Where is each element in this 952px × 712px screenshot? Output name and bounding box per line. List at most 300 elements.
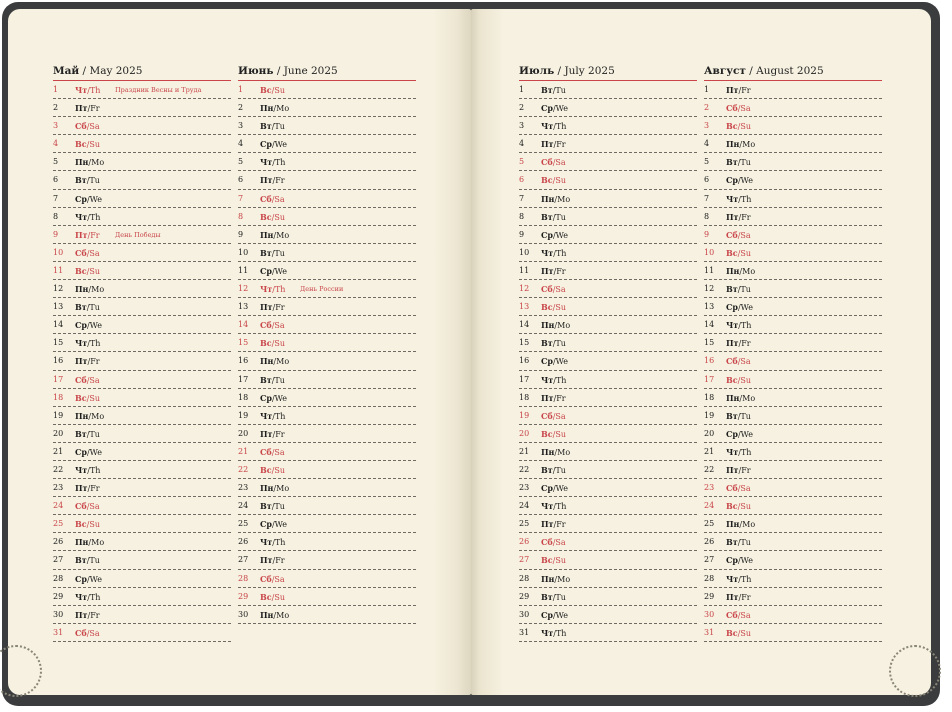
weekday: Пт/Fr (726, 464, 751, 475)
day-row (238, 407, 416, 425)
day-number: 5 (238, 157, 244, 167)
weekday: Пт/Fr (260, 302, 285, 313)
day-row (238, 389, 416, 407)
weekday: Вт/Tu (541, 85, 566, 95)
day-row (238, 99, 416, 117)
weekday: Вс/Su (75, 392, 100, 403)
weekday-en: Th (555, 248, 567, 258)
weekday-ru: Пн (75, 410, 89, 421)
weekday-ru: Сб (541, 537, 553, 548)
weekday-en: Tu (555, 339, 566, 349)
weekday-en: Mo (91, 538, 105, 548)
weekday-en: Mo (742, 393, 756, 403)
weekday: Пт/Fr (726, 338, 751, 349)
day-number: 9 (53, 229, 59, 239)
day-row (704, 570, 882, 588)
weekday: Сб/Sa (75, 501, 100, 512)
weekday-ru: Пн (726, 265, 740, 276)
weekday: Пт/Fr (75, 229, 100, 240)
weekday-en: Sa (555, 538, 566, 548)
weekday: Сб/Sa (75, 247, 100, 258)
day-row (519, 135, 697, 153)
weekday-ru: Вс (726, 247, 738, 258)
weekday-ru: Ср (541, 609, 553, 620)
weekday: Вт/Tu (75, 428, 100, 439)
day-row (53, 407, 231, 425)
day-row (238, 606, 416, 624)
weekday-ru: Пт (726, 591, 739, 602)
weekday-en: Su (555, 429, 566, 439)
weekday: Ср/We (75, 193, 102, 204)
day-row (238, 298, 416, 316)
day-number: 28 (238, 573, 249, 583)
day-row (704, 497, 882, 515)
day-row (704, 316, 882, 334)
weekday: Вт/Tu (726, 410, 751, 421)
weekday-ru: Пн (260, 483, 274, 494)
decorative-dotted-arc (0, 645, 42, 697)
weekday: Сб/Sa (541, 537, 566, 548)
weekday: Сб/Sa (75, 121, 100, 132)
weekday: Сб/Sa (260, 193, 285, 204)
weekday-en: Sa (89, 628, 100, 638)
weekday-ru: Пн (260, 229, 274, 240)
weekday-en: Tu (89, 303, 100, 313)
day-number: 12 (238, 284, 249, 294)
weekday-en: Fr (741, 339, 751, 349)
day-number: 8 (519, 211, 525, 221)
weekday-en: Mo (276, 104, 290, 114)
weekday: Ср/We (726, 555, 753, 566)
day-number: 18 (704, 392, 715, 402)
day-number: 8 (238, 211, 244, 221)
day-number: 15 (238, 338, 249, 348)
weekday-en: Mo (742, 140, 756, 150)
day-row (238, 208, 416, 226)
weekday: Сб/Sa (541, 157, 566, 168)
weekday: Ср/We (541, 356, 568, 367)
weekday: Вс/Su (260, 211, 285, 222)
weekday-ru: Вт (726, 284, 738, 295)
day-row (519, 262, 697, 280)
day-number: 19 (519, 410, 530, 420)
day-row (519, 389, 697, 407)
weekday: Вс/Su (541, 175, 566, 186)
weekday-en: Tu (89, 176, 100, 186)
day-row (238, 425, 416, 443)
weekday: Пт/Fr (260, 428, 285, 439)
weekday-en: Sa (740, 484, 751, 494)
day-row (53, 298, 231, 316)
day-row (53, 389, 231, 407)
day-row (519, 226, 697, 244)
weekday-en: Su (740, 122, 751, 132)
weekday: Вс/Su (260, 464, 285, 475)
weekday-ru: Сб (726, 356, 738, 367)
day-row (519, 570, 697, 588)
day-number: 1 (53, 85, 59, 94)
day-number: 31 (519, 627, 530, 637)
day-row (238, 352, 416, 370)
weekday: Пн/Mo (541, 320, 571, 331)
weekday-ru: Пт (75, 483, 88, 494)
weekday-ru: Вс (260, 338, 272, 349)
weekday: Ср/We (726, 175, 753, 186)
day-number: 30 (704, 609, 715, 619)
day-number: 28 (519, 573, 530, 583)
weekday-en: Tu (89, 429, 100, 439)
weekday: Пт/Fr (541, 519, 566, 530)
weekday: Вс/Su (75, 139, 100, 150)
weekday-ru: Пн (541, 320, 555, 331)
weekday-en: Th (274, 285, 286, 295)
day-number: 13 (53, 302, 64, 312)
day-row (704, 117, 882, 135)
day-row (53, 135, 231, 153)
weekday: Чт/Th (541, 247, 567, 258)
day-row (704, 262, 882, 280)
weekday-ru: Сб (726, 229, 738, 240)
weekday-ru: Вт (75, 302, 87, 313)
weekday-ru: Вс (726, 627, 738, 638)
weekday: Чт/Th (260, 537, 286, 548)
weekday-ru: Чт (541, 247, 554, 258)
weekday-ru: Вт (541, 591, 553, 602)
month-name-ru: Июль (519, 65, 555, 77)
weekday-ru: Пн (541, 193, 555, 204)
weekday: Сб/Sa (75, 374, 100, 385)
day-row (238, 117, 416, 135)
day-row (519, 551, 697, 569)
day-number: 5 (704, 157, 710, 167)
day-row (238, 171, 416, 189)
weekday: Вт/Tu (260, 501, 285, 512)
month-july (519, 64, 697, 642)
weekday-ru: Вс (541, 302, 553, 313)
weekday-en: Tu (740, 538, 751, 548)
weekday-ru: Ср (75, 320, 87, 331)
day-row (704, 190, 882, 208)
day-number: 29 (704, 591, 715, 601)
weekday-ru: Вс (726, 501, 738, 512)
weekday: Пт/Fr (260, 175, 285, 186)
month-name-ru: Май (53, 65, 80, 77)
day-row (238, 334, 416, 352)
day-number: 1 (238, 85, 244, 94)
weekday: Сб/Sa (260, 573, 285, 584)
weekday-ru: Пт (75, 229, 88, 240)
day-row (53, 515, 231, 533)
weekday-en: Sa (555, 285, 566, 295)
month-june (238, 64, 416, 624)
weekday-ru: Вт (260, 501, 272, 512)
weekday: Пн/Mo (75, 157, 105, 168)
weekday-ru: Вт (726, 157, 738, 168)
day-number: 26 (704, 537, 715, 547)
weekday-en: We (274, 393, 287, 403)
day-number: 18 (53, 392, 64, 402)
day-number: 26 (53, 537, 64, 547)
day-number: 3 (704, 121, 710, 131)
weekday: Пн/Mo (260, 483, 290, 494)
day-row (704, 515, 882, 533)
weekday-ru: Чт (726, 193, 739, 204)
weekday-ru: Сб (726, 103, 738, 114)
day-number: 17 (238, 374, 249, 384)
weekday-en: Fr (275, 303, 285, 313)
day-row (238, 570, 416, 588)
weekday-ru: Вт (260, 247, 272, 258)
weekday-ru: Сб (75, 374, 87, 385)
weekday: Пт/Fr (75, 356, 100, 367)
day-number: 27 (519, 555, 530, 565)
weekday: Вс/Su (541, 555, 566, 566)
weekday: Пт/Fr (726, 85, 751, 95)
weekday-en: Mo (557, 321, 571, 331)
weekday-ru: Чт (541, 627, 554, 638)
weekday-ru: Сб (541, 410, 553, 421)
day-row (704, 479, 882, 497)
day-row (519, 533, 697, 551)
day-number: 1 (519, 85, 525, 94)
day-number: 28 (53, 573, 64, 583)
month-name-ru: Август (704, 65, 746, 77)
weekday: Ср/We (260, 519, 287, 530)
day-number: 3 (519, 121, 525, 131)
weekday-en: Sa (274, 321, 285, 331)
day-row (238, 280, 416, 298)
day-row (519, 443, 697, 461)
day-number: 16 (704, 356, 715, 366)
weekday: Ср/We (541, 103, 568, 114)
weekday-en: Th (89, 86, 101, 95)
weekday-ru: Сб (726, 483, 738, 494)
weekday: Чт/Th (726, 573, 752, 584)
weekday-ru: Пн (726, 392, 740, 403)
month-august (704, 64, 882, 642)
weekday: Вт/Tu (260, 121, 285, 132)
weekday: Ср/We (260, 139, 287, 150)
day-number: 28 (704, 573, 715, 583)
weekday-ru: Вс (75, 392, 87, 403)
weekday-en: Th (274, 158, 286, 168)
weekday-en: Tu (740, 158, 751, 168)
day-row (238, 551, 416, 569)
weekday-en: Sa (89, 502, 100, 512)
weekday-ru: Сб (75, 121, 87, 132)
day-number: 30 (53, 609, 64, 619)
day-row (519, 244, 697, 262)
weekday: Ср/We (541, 229, 568, 240)
day-row (53, 226, 231, 244)
day-number: 10 (519, 247, 530, 257)
weekday: Чт/Th (541, 501, 567, 512)
weekday-en: Th (555, 122, 567, 132)
day-number: 11 (519, 265, 530, 275)
weekday: Вт/Tu (541, 464, 566, 475)
weekday-ru: Ср (260, 392, 272, 403)
day-row (519, 153, 697, 171)
weekday-en: Fr (90, 230, 100, 240)
day-number: 4 (704, 139, 710, 149)
weekday: Вс/Su (726, 374, 751, 385)
weekday: Чт/Th (726, 320, 752, 331)
weekday-en: We (555, 610, 568, 620)
day-number: 15 (704, 338, 715, 348)
day-row (53, 588, 231, 606)
weekday-en: Fr (741, 212, 751, 222)
weekday: Чт/Th (541, 121, 567, 132)
day-number: 22 (704, 464, 715, 474)
day-number: 2 (238, 103, 244, 113)
day-row (704, 244, 882, 262)
day-number: 10 (238, 247, 249, 257)
day-number: 11 (53, 265, 64, 275)
weekday-en: Su (274, 86, 285, 95)
weekday-en: Th (89, 592, 101, 602)
weekday-ru: Ср (75, 193, 87, 204)
day-row (519, 515, 697, 533)
weekday-en: Mo (557, 194, 571, 204)
day-number: 12 (53, 284, 64, 294)
weekday: Вт/Tu (75, 302, 100, 313)
day-row (704, 153, 882, 171)
day-row (53, 244, 231, 262)
day-number: 14 (704, 320, 715, 330)
weekday-ru: Пт (75, 609, 88, 620)
weekday-ru: Пт (726, 85, 739, 95)
day-number: 2 (704, 103, 710, 113)
weekday: Вс/Su (726, 247, 751, 258)
weekday-en: Sa (274, 447, 285, 457)
weekday-en: We (740, 429, 753, 439)
day-number: 21 (704, 446, 715, 456)
day-row (519, 352, 697, 370)
day-number: 16 (53, 356, 64, 366)
day-number: 13 (238, 302, 249, 312)
day-row (53, 153, 231, 171)
day-row (53, 352, 231, 370)
weekday-en: Fr (556, 393, 566, 403)
weekday-en: Fr (275, 429, 285, 439)
day-row (519, 606, 697, 624)
day-number: 29 (238, 591, 249, 601)
day-number: 7 (519, 193, 525, 203)
day-number: 8 (704, 211, 710, 221)
weekday-ru: Чт (75, 591, 88, 602)
month-name-ru: Июнь (238, 65, 274, 77)
weekday-ru: Вс (260, 591, 272, 602)
day-row (53, 461, 231, 479)
weekday-ru: Чт (75, 211, 88, 222)
weekday: Чт/Th (260, 157, 286, 168)
day-number: 14 (238, 320, 249, 330)
day-row (53, 280, 231, 298)
weekday-en: We (555, 230, 568, 240)
weekday-en: Th (740, 574, 752, 584)
weekday: Чт/Th (75, 85, 101, 95)
weekday-ru: Сб (75, 501, 87, 512)
day-row (53, 99, 231, 117)
day-number: 22 (238, 464, 249, 474)
day-row (53, 81, 231, 99)
weekday-ru: Пт (260, 428, 273, 439)
day-row (704, 81, 882, 99)
weekday-ru: Ср (541, 103, 553, 114)
day-row (53, 533, 231, 551)
weekday-en: We (555, 484, 568, 494)
weekday: Пн/Mo (75, 537, 105, 548)
day-row (704, 371, 882, 389)
weekday: Вт/Tu (260, 374, 285, 385)
weekday-ru: Вт (541, 338, 553, 349)
weekday-en: Fr (556, 520, 566, 530)
day-row (704, 280, 882, 298)
weekday-ru: Вс (75, 519, 87, 530)
day-number: 27 (53, 555, 64, 565)
weekday: Пн/Mo (726, 392, 756, 403)
weekday: Сб/Sa (541, 284, 566, 295)
day-number: 3 (53, 121, 59, 131)
weekday-en: Tu (555, 592, 566, 602)
weekday-en: Sa (89, 248, 100, 258)
day-number: 8 (53, 211, 59, 221)
weekday: Вс/Su (541, 428, 566, 439)
weekday: Вт/Tu (541, 591, 566, 602)
day-number: 10 (704, 247, 715, 257)
weekday: Пн/Mo (726, 139, 756, 150)
day-number: 2 (53, 103, 59, 113)
day-number: 16 (519, 356, 530, 366)
weekday-en: Su (274, 339, 285, 349)
day-number: 23 (238, 483, 249, 493)
weekday-en: We (740, 176, 753, 186)
day-row (238, 515, 416, 533)
day-number: 25 (238, 519, 249, 529)
weekday: Пн/Mo (541, 573, 571, 584)
day-row (238, 81, 416, 99)
weekday-ru: Вс (75, 265, 87, 276)
weekday: Сб/Sa (260, 320, 285, 331)
weekday-ru: Вт (260, 121, 272, 132)
weekday: Чт/Th (260, 410, 286, 421)
month-name-en: August 2025 (756, 65, 824, 77)
weekday-en: Tu (89, 556, 100, 566)
weekday-en: Tu (555, 212, 566, 222)
weekday-ru: Вт (541, 464, 553, 475)
weekday-en: Fr (90, 104, 100, 114)
weekday: Чт/Th (75, 464, 101, 475)
weekday: Чт/Th (726, 446, 752, 457)
day-row (704, 226, 882, 244)
day-number: 26 (238, 537, 249, 547)
weekday-ru: Вс (260, 85, 272, 95)
weekday-ru: Вс (726, 121, 738, 132)
weekday-en: We (89, 321, 102, 331)
weekday-en: Su (89, 140, 100, 150)
month-name-en: May 2025 (89, 65, 143, 77)
day-number: 5 (519, 157, 525, 167)
weekday: Вт/Tu (726, 537, 751, 548)
weekday-en: Th (89, 339, 101, 349)
day-number: 22 (519, 464, 530, 474)
day-number: 20 (238, 428, 249, 438)
weekday-ru: Вт (726, 410, 738, 421)
day-number: 19 (238, 410, 249, 420)
weekday-en: Su (740, 248, 751, 258)
weekday-ru: Сб (726, 609, 738, 620)
weekday-ru: Сб (260, 320, 272, 331)
